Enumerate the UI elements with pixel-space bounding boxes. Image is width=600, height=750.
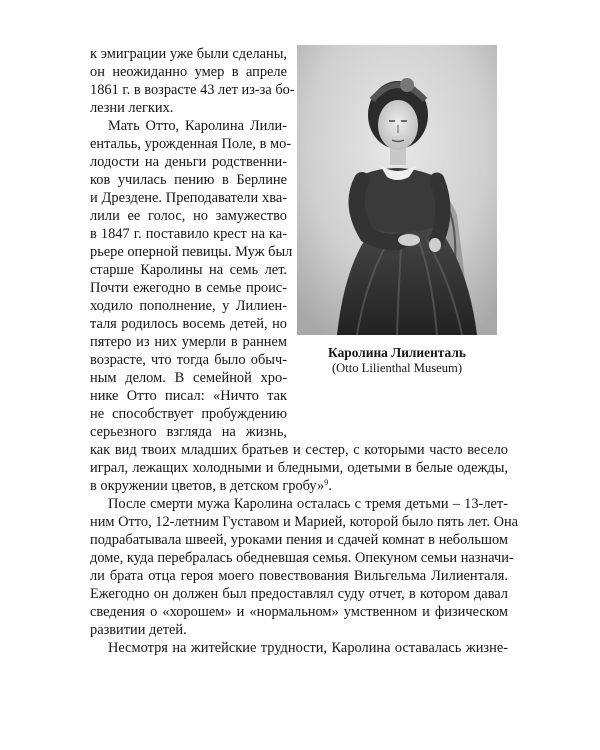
- text-line: не способствует пробуждению: [90, 406, 287, 422]
- text-line: лодости на деньги родственни-: [90, 154, 287, 170]
- text-line: ным делом. В семейной хро-: [90, 370, 287, 386]
- text-line: 1861 г. в возрасте 43 лет из-за бо-: [90, 82, 295, 98]
- text-line-body: в окружении цветов, в детском гробу»: [90, 478, 325, 494]
- photo-caption-source: (Otto Lilienthal Museum): [331, 361, 463, 375]
- text-line: После смерти мужа Каролина осталась с тремя детьми – 13-лет-: [108, 496, 508, 512]
- text-line: пятеро из них умерли в раннем: [90, 334, 287, 350]
- text-line: Несмотря на житейские трудности, Каролина оставалась жизне-: [108, 640, 508, 656]
- text-line: [90, 478, 332, 494]
- text-line: ентальь, урожденная Поле, в мо-: [90, 136, 292, 152]
- text-line: возрасте, что тогда было обыч-: [90, 352, 287, 368]
- text-line: развитии детей.: [90, 622, 187, 638]
- text-line: и Дрездене. Преподаватели хва-: [90, 190, 287, 206]
- text-line: ходило пополнение, у Лилиен-: [90, 298, 287, 314]
- text-line: серьезного взгляда на жизнь,: [90, 424, 287, 440]
- text-line: Почти ежегодно в семье проис-: [90, 280, 287, 296]
- portrait-image: [297, 45, 497, 335]
- text-line: лили ее голос, но замужество: [90, 208, 287, 224]
- text-line: старше Каролины на семь лет.: [90, 262, 287, 278]
- text-line: таля родилось восемь детей, но: [90, 316, 287, 332]
- photo-caption-title: Каролина Лилиенталь: [328, 345, 466, 360]
- text-line: лезни легких.: [90, 100, 174, 116]
- footnote-ref-9[interactable]: 9: [324, 477, 329, 487]
- text-line: как вид твоих младших братьев и сестер, с которыми часто весело: [90, 442, 508, 458]
- text-line: Ежегодно он должен был предоставлял суду отчет, в котором давал: [90, 586, 508, 602]
- text-line: подрабатывала швеей, уроками пения и сдачей комнат в небольшом: [90, 532, 508, 548]
- text-line: он неожиданно умер в апреле: [90, 64, 287, 80]
- text-line: играл, лежащих холодными и бледными, одетыми в белые одежды,: [90, 460, 508, 476]
- text-line: к эмиграции уже были сделаны,: [90, 46, 287, 62]
- text-line-tail: .: [328, 478, 333, 494]
- text-line: нике Отто писал: «Ничто так: [90, 388, 287, 404]
- text-line: ним Отто, 12-летним Густавом и Марией, которой было пять лет. Она: [90, 514, 519, 530]
- text-line: ли брата отца героя моего повествования Вильгельма Лилиенталя.: [90, 568, 508, 584]
- text-line: доме, куда перебралась обедневшая семья. Опекуном семьи назначи-: [90, 550, 514, 566]
- text-line: ков училась пению в Берлине: [90, 172, 287, 188]
- text-line: в 1847 г. поставило крест на ка-: [90, 226, 287, 242]
- text-line: рьере оперной певицы. Муж был: [90, 244, 293, 260]
- text-line: сведения о «хорошем» и «нормальном» умственном и физическом: [90, 604, 508, 620]
- text-line: Мать Отто, Каролина Лили-: [108, 118, 287, 134]
- portrait-photo: [297, 45, 497, 335]
